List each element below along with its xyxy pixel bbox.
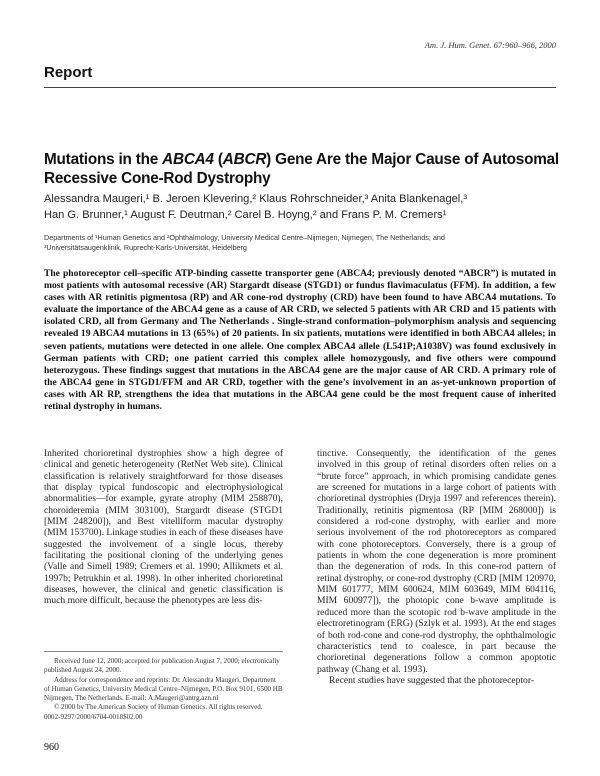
body-paragraph: Inherited chorioretinal dystrophies show a high degree of clinical and genetic heterogeneity (RetNet Web site). Clinical classification is relatively straightforward for those diseases that display typical fundoscopic and electrophysiological abnormalities—for example, gyrate atrophy (MIM 258870), choroideremia (MIM 303100), Stargardt disease (STGD1 [MIM 248200]), and Best vitelliform macular dystrophy (MIM 153700). Linkage studies in each of these diseases have suggested the involvement of a single locus, thereby facilitating the positional cloning of the underlying genes (Valle and Simell 1989; Cremers et al. 1990; Allikmets et al. 1997b; Petrukhin et al. 1998). In other inherited chorioretinal diseases, however, the clinical and genetic classification is much more difficult, because the phenotypes are less dis- [44, 448, 283, 607]
authors-line: Han G. Brunner,¹ August F. Deutman,² Carel B. Hoyng,² and Frans P. M. Cremers¹ [44, 208, 447, 221]
footnote-issn: 0002-9297/2000/6704-0018$02.00 [44, 712, 143, 721]
section-divider [44, 87, 556, 88]
footnotes [44, 657, 283, 722]
footnote-copyright: © 2000 by The American Society of Human Genetics. All rights reserved. [54, 703, 263, 712]
body-paragraph: Recent studies have suggested that the photoreceptor- [329, 674, 535, 686]
body-column-left [44, 448, 283, 607]
journal-citation: Am. J. Hum. Genet. 67:960–966, 2000 [424, 40, 556, 50]
section-label: Report [44, 64, 93, 81]
title-gene-abca4: ABCA4 [162, 151, 214, 168]
title-part: Mutations in the [44, 151, 163, 168]
footnote-divider [44, 651, 283, 652]
affiliation-line: ³Universitätsaugenklinik, Ruprecht-Karls-Universität, Heidelberg [44, 243, 247, 252]
article-title [44, 150, 564, 188]
title-part: ( [213, 151, 223, 168]
affiliation-line: Departments of ¹Human Genetics and ²Ophthalmology, University Medical Centre–Nijmegen, Nijmegen, The Netherlands; and [44, 233, 445, 242]
abstract: The photoreceptor cell–specific ATP-binding cassette transporter gene (ABCA4; previously denoted “ABCR”) is mutated in most patients with autosomal recessive (AR) Stargardt disease (STGD1) or fundus flavimaculatus (FFM). In addition, a few cases with AR retinitis pigmentosa (RP) and AR cone-rod dystrophy (CRD) have been found to have ABCA4 mutations. To evaluate the importance of the ABCA4 gene as a cause of AR CRD, we selected 5 patients with AR CRD and 15 patients with isolated CRD, all from Germany and The Netherlands . Single-strand conformation–polymorphism analysis and sequencing revealed 19 ABCA4 mutations in 13 (65%) of 20 patients. In six patients, mutations were identified in both ABCA4 alleles; in seven patients, mutations were detected in one allele. One complex ABCA4 allele (L541P;A1038V) was found exclusively in German patients with CRD; one patient carried this complex allele homozygously, and five others were compound heterozygous. These findings suggest that mutations in the ABCA4 gene are the major cause of AR CRD. A primary role of the ABCA4 gene in STGD1/FFM and AR CRD, together with the gene’s involvement in an as-yet-unknown proportion of cases with AR RP, strengthens the idea that mutations in the ABCA4 gene could be the most frequent cause of inherited retinal dystrophy in humans. [44, 268, 556, 413]
authors-line: Alessandra Maugeri,¹ B. Jeroen Klevering,² Klaus Rohrschneider,³ Anita Blankenagel,³ [44, 193, 468, 205]
body-paragraph: tinctive. Consequently, the identification of the genes involved in this group of retinal disorders often relies on a “brute force” approach, in which promising candidate genes are screened for mutations in a large cohort of patients with chorioretinal dystrophies (Dryja 1997 and references therein). Traditionally, retinitis pigmentosa (RP [MIM 268000]) is considered a rod-cone dystrophy, with earlier and more serious involvement of the rod photoreceptors as compared with cone photoreceptors. Conversely, there is a group of patients in whom the cone degeneration is more prominent than the degeneration of rods. In this cone-rod pattern of retinal dystrophy, or cone-rod dystrophy (CRD [MIM 120970, MIM 601777, MIM 600624, MIM 603649, MIM 604116, MIM 600977]), the photopic cone b-wave amplitude is reduced more than the scotopic rod b-wave amplitude in the electroretinogram (ERG) (Szlyk et al. 1993). At the end stages of both rod-cone and cone-rod dystrophy, the ophthalmologic characteristics tend to coalesce, in part because the chorioretinal degenerations follow a common apoptotic pathway (Chang et al. 1993). [317, 448, 556, 675]
body-column-right [317, 448, 556, 686]
title-gene-abcr: ABCR [222, 151, 267, 168]
affiliations [44, 233, 564, 253]
footnote-address: Address for correspondence and reprints: Dr. Alessandra Maugeri, Department of Human Genetics, University Medical Centre–Nijmegen, P.O. Box 9101, 6500 HB Nijmegen, The Netherlands. E-mail: A.Maugeri@antrg.azn.nl [44, 675, 283, 703]
author-list [44, 192, 564, 223]
title-part: ) Gene Are the Major Cause of Autosomal Recessive Cone-Rod Dystrophy [44, 151, 559, 187]
footnote-received: Received June 12, 2000; accepted for publication August 7, 2000; electronically published August 24, 2000. [44, 657, 280, 675]
page-number: 960 [44, 742, 59, 753]
